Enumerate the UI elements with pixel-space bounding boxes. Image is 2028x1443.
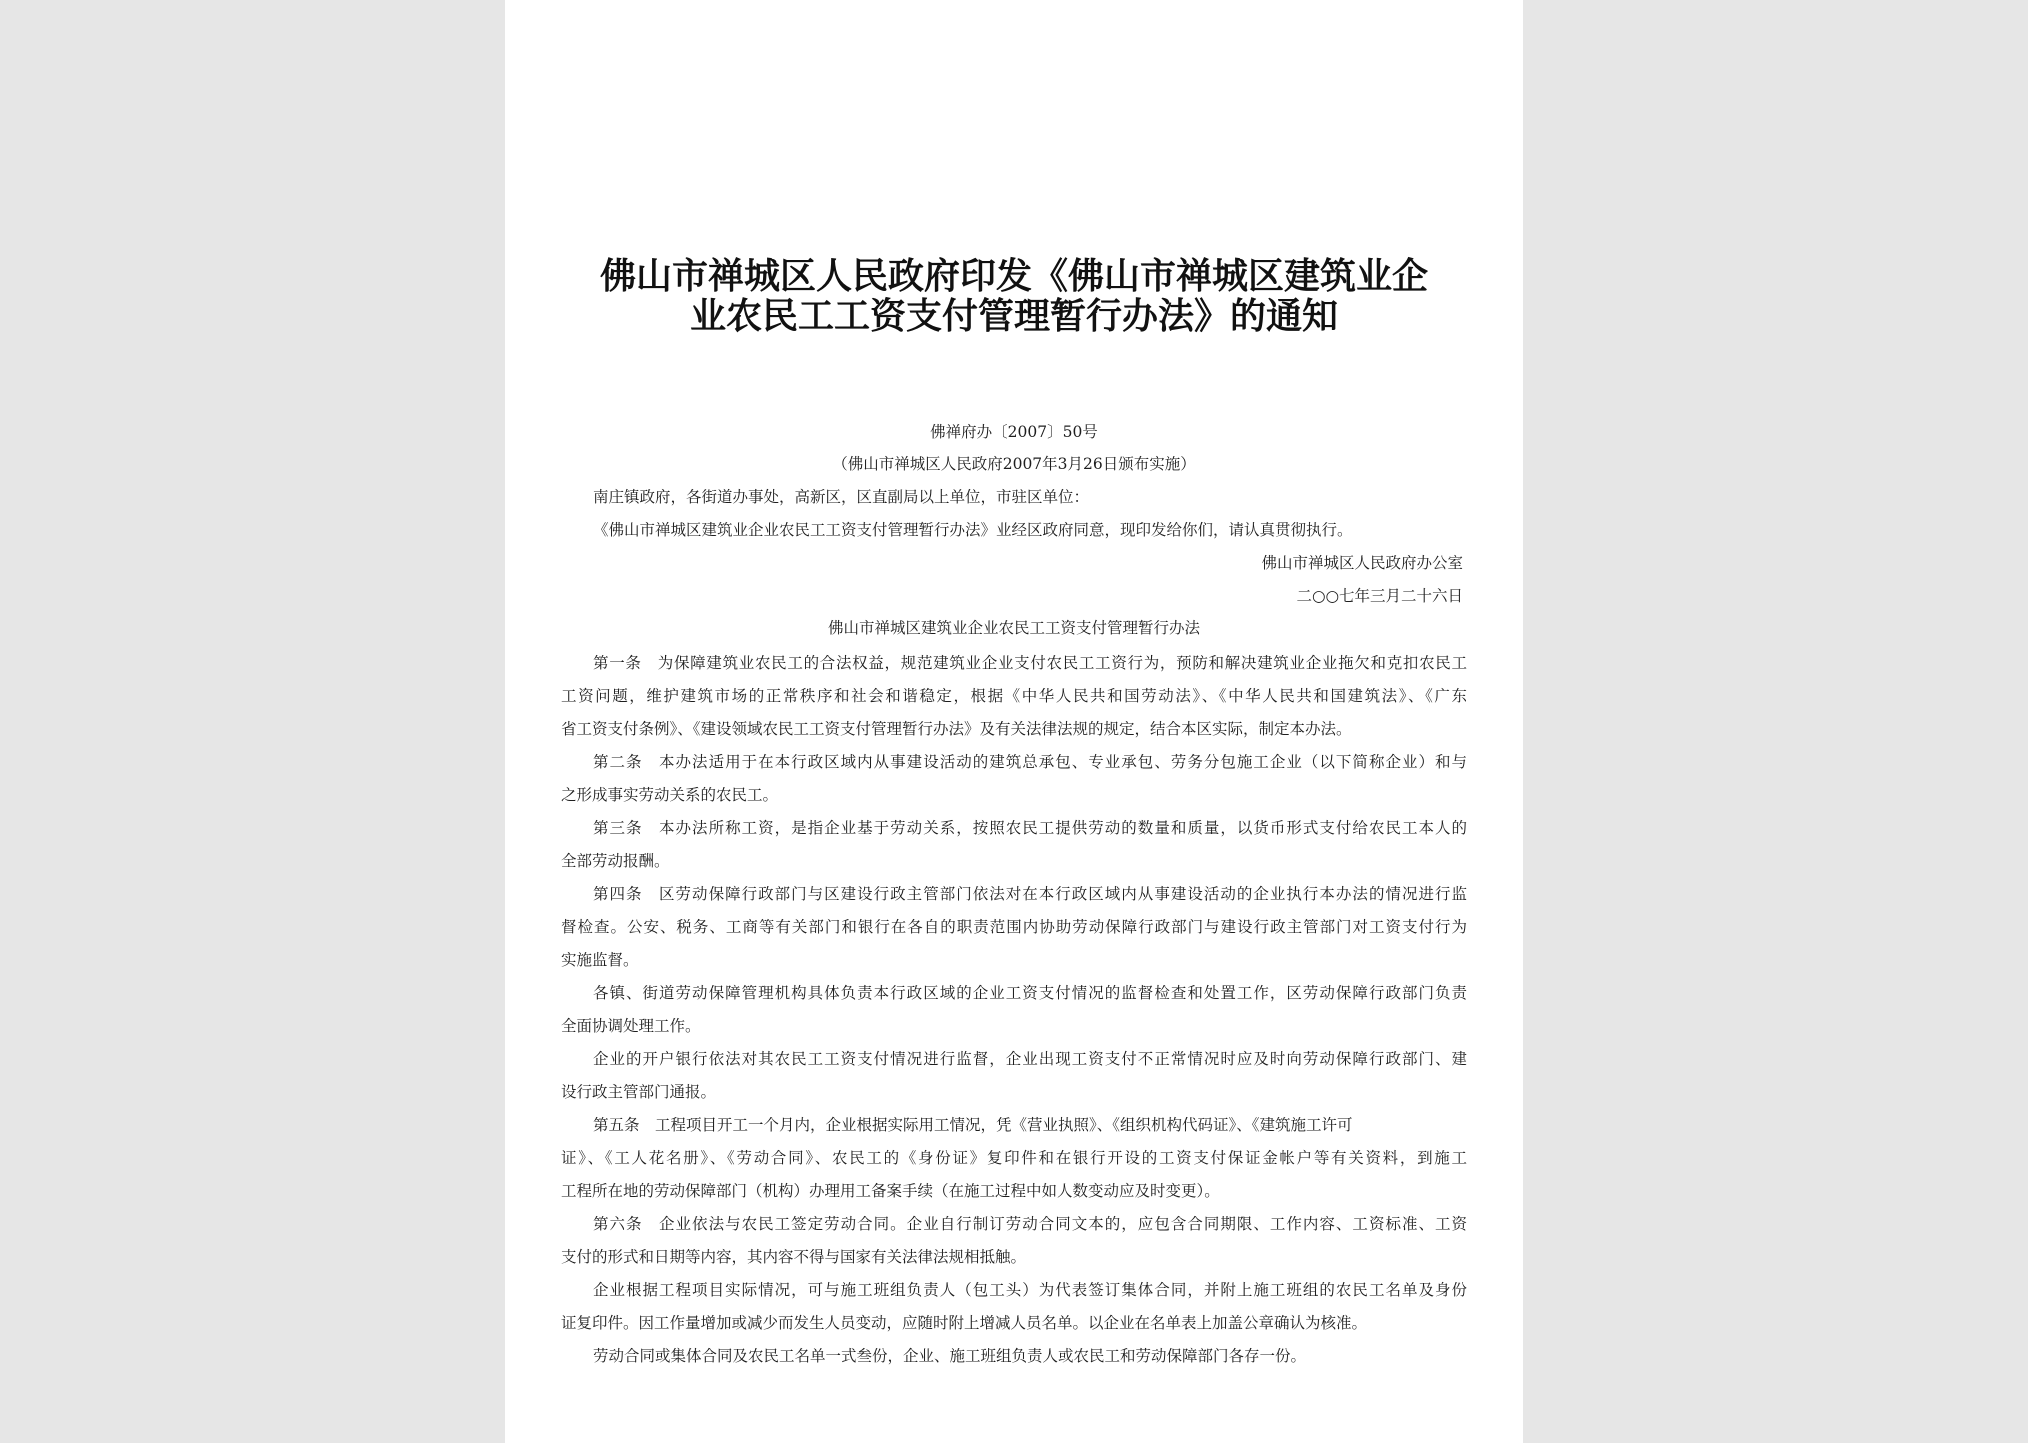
- body-line: 第五条 工程项目开工一个月内，企业根据实际用工情况，凭《营业执照》、《组织机构代码证》、《建筑施工许可: [593, 1116, 1353, 1134]
- body-line: 企业的开户银行依法对其农民工工资支付情况进行监督，企业出现工资支付不正常情况时应及时向劳动保障行政部门、建: [593, 1050, 1467, 1068]
- body-line: 企业根据工程项目实际情况，可与施工班组负责人（包工头）为代表签订集体合同，并附上施工班组的农民工名单及身份: [593, 1281, 1467, 1299]
- addressees: 南庄镇政府，各街道办事处，高新区，区直副局以上单位，市驻区单位：: [593, 488, 1090, 506]
- body-line: 第四条 区劳动保障行政部门与区建设行政主管部门依法对在本行政区域内从事建设活动的企业执行本办法的情况进行监: [593, 885, 1467, 903]
- body-line: 全面协调处理工作。: [561, 1017, 701, 1035]
- issue-date: 二○○七年三月二十六日: [1296, 587, 1463, 605]
- body-line: 督检查。公安、税务、工商等有关部门和银行在各自的职责范围内协助劳动保障行政部门与建设行政主管部门对工资支付行为: [561, 918, 1467, 936]
- issuer: 佛山市禅城区人民政府办公室: [1261, 554, 1463, 572]
- body-line: 之形成事实劳动关系的农民工。: [561, 786, 779, 804]
- body-line: 劳动合同或集体合同及农民工名单一式叁份，企业、施工班组负责人或农民工和劳动保障部门各存一份。: [593, 1347, 1307, 1365]
- body-line: 各镇、街道劳动保障管理机构具体负责本行政区域的企业工资支付情况的监督检查和处置工作，区劳动保障行政部门负责: [593, 984, 1467, 1002]
- intro-paragraph: 《佛山市禅城区建筑业企业农民工工资支付管理暂行办法》业经区政府同意，现印发给你们，请认真贯彻执行。: [593, 521, 1353, 539]
- issued-note: （佛山市禅城区人民政府2007年3月26日颁布实施）: [832, 455, 1196, 473]
- body-line: 省工资支付条例》、《建设领域农民工工资支付管理暂行办法》及有关法律法规的规定，结合本区实际，制定本办法。: [561, 720, 1352, 738]
- document-page: [505, 0, 1523, 1443]
- body-line: 支付的形式和日期等内容，其内容不得与国家有关法律法规相抵触。: [561, 1248, 1027, 1266]
- body-line: 工程所在地的劳动保障部门（机构）办理用工备案手续（在施工过程中如人数变动应及时变更）。: [561, 1182, 1220, 1200]
- doc-number: 佛禅府办〔2007〕50号: [930, 423, 1098, 441]
- body-line: 第三条 本办法所称工资，是指企业基于劳动关系，按照农民工提供劳动的数量和质量，以货币形式支付给农民工本人的: [593, 819, 1467, 837]
- body-line: 第二条 本办法适用于在本行政区域内从事建设活动的建筑总承包、专业承包、劳务分包施工企业（以下简称企业）和与: [593, 753, 1467, 771]
- body-line: 第一条 为保障建筑业农民工的合法权益，规范建筑业企业支付农民工工资行为，预防和解决建筑业企业拖欠和克扣农民工: [593, 654, 1467, 672]
- body-line: 设行政主管部门通报。: [561, 1083, 717, 1101]
- body-line: 证复印件。因工作量增加或减少而发生人员变动，应随时附上增减人员名单。以企业在名单表上加盖公章确认为核准。: [561, 1314, 1368, 1332]
- body-line: 全部劳动报酬。: [561, 852, 670, 870]
- document-title: [505, 256, 1523, 336]
- subtitle: 佛山市禅城区建筑业企业农民工工资支付管理暂行办法: [827, 619, 1200, 637]
- body-line: 实施监督。: [561, 951, 639, 969]
- body-line: 第六条 企业依法与农民工签定劳动合同。企业自行制订劳动合同文本的，应包含合同期限、工作内容、工资标准、工资: [593, 1215, 1467, 1233]
- body-line: 工资问题，维护建筑市场的正常秩序和社会和谐稳定，根据《中华人民共和国劳动法》、《中华人民共和国建筑法》、《广东: [561, 687, 1467, 705]
- body-line: 证》、《工人花名册》、《劳动合同》、农民工的《身份证》复印件和在银行开设的工资支付保证金帐户等有关资料，到施工: [561, 1149, 1467, 1167]
- title-line-2: 业农民工工资支付管理暂行办法》的通知: [689, 295, 1338, 337]
- title-line-1: 佛山市禅城区人民政府印发《佛山市禅城区建筑业企: [599, 255, 1428, 297]
